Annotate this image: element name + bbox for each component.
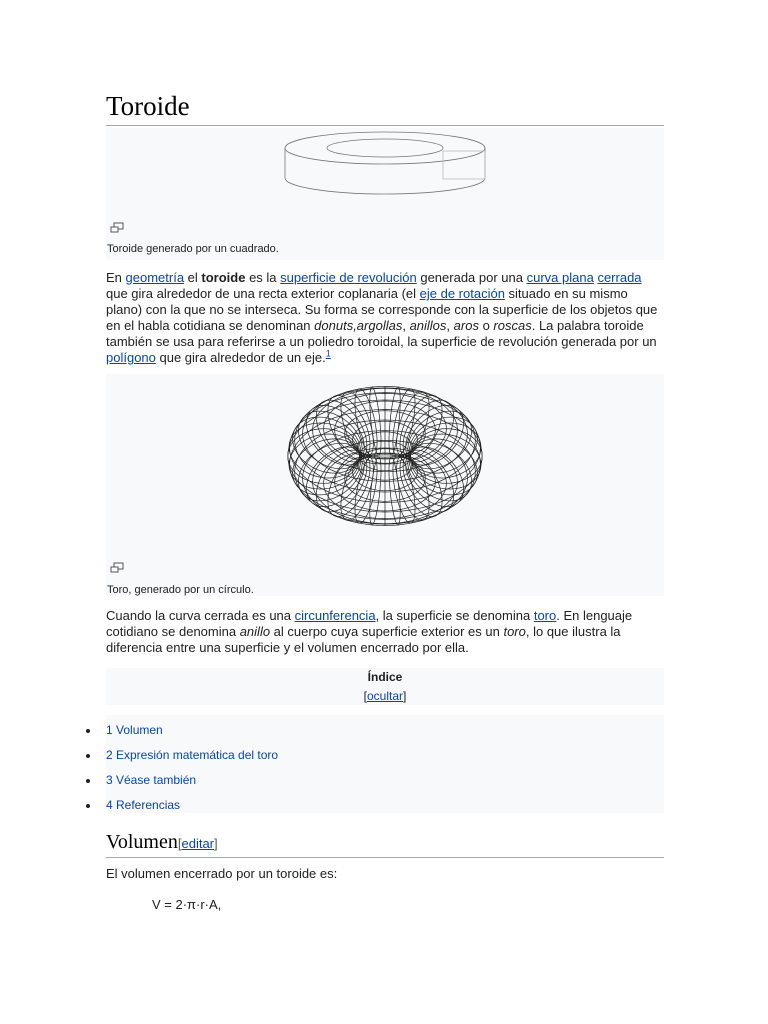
toc-header [106, 668, 664, 705]
magnify-icon[interactable] [110, 562, 124, 574]
torus-wire [370, 387, 381, 455]
bullet [86, 779, 90, 783]
torus-wire [389, 387, 400, 455]
bullet [86, 804, 90, 808]
figure-square-toroid [106, 128, 664, 260]
link-geometria[interactable]: geometría [125, 270, 185, 285]
bullet [86, 754, 90, 758]
link-circunferencia[interactable]: circunferencia [294, 608, 376, 623]
magnify-icon[interactable] [110, 222, 124, 234]
section-heading-volumen: Volumen[editar] [106, 829, 664, 858]
section-text: El volumen encerrado por un toroide es: [106, 866, 338, 881]
square-toroid-image [106, 128, 664, 208]
figure-caption: Toro, generado por un círculo. [107, 584, 254, 596]
page-title: Toroide [106, 88, 664, 126]
toc-toggle: [ocultar] [363, 689, 407, 703]
torus-image [106, 374, 664, 554]
link-toro[interactable]: toro [533, 608, 557, 623]
article [106, 88, 664, 913]
torus-wire [370, 457, 381, 525]
edit-section: [editar] [177, 836, 218, 851]
toc-item-vease[interactable]: 3 Véase también [106, 773, 196, 787]
toc-list [106, 715, 664, 813]
toc-item-referencias[interactable]: 4 Referencias [106, 798, 180, 812]
torus-wire [389, 457, 400, 525]
link-curva-plana[interactable]: curva plana [526, 270, 594, 285]
link-superficie-de-revolucion[interactable]: superficie de revolución [280, 270, 417, 285]
torus-wire [411, 429, 483, 484]
intro-paragraph: En geometría el toroide es la superficie de revolución generada por una curva plana cerrada que gira alrededor de una recta exterior coplanaria (el eje de rotación situado en su mismo plano) con la que no se interseca. Su forma se corresponde con la superficie de los objetos que en el habla cotidiana se denominan donuts,argollas, anillos, aros o roscas. La palabra toroide también se usa para referirse a un poliedro toroidal, la superficie de revolución generada por un polígono que gira alrededor de un eje.$^1$ [106, 270, 658, 365]
edit-link[interactable]: editar [181, 836, 215, 851]
toc-item-expresion[interactable]: 2 Expresión matemática del toro [106, 748, 278, 762]
bullet [86, 729, 90, 733]
second-paragraph: Cuando la curva cerrada es una circunferencia, la superficie se denomina toro. En lenguaje cotidiano se denomina anillo al cuerpo cuya superficie exterior es un toro, lo que ilustra la diferencia entre una superficie y el volumen encerrado por ella. [106, 608, 633, 655]
torus-wire [288, 429, 360, 484]
reference-link[interactable]: 1 [325, 348, 331, 359]
volume-formula: V = 2·π·r·A, [152, 897, 222, 912]
figure-caption: Toroide generado por un cuadrado. [107, 243, 279, 255]
toc-item-volumen[interactable]: 1 Volumen [106, 723, 163, 737]
link-eje-de-rotacion[interactable]: eje de rotación [419, 286, 505, 301]
link-cerrada[interactable]: cerrada [597, 270, 642, 285]
link-poligono[interactable]: polígono [106, 350, 156, 365]
toc-hide-link[interactable]: ocultar [366, 689, 404, 703]
figure-torus [106, 374, 664, 596]
toc-title: Índice [367, 670, 403, 684]
